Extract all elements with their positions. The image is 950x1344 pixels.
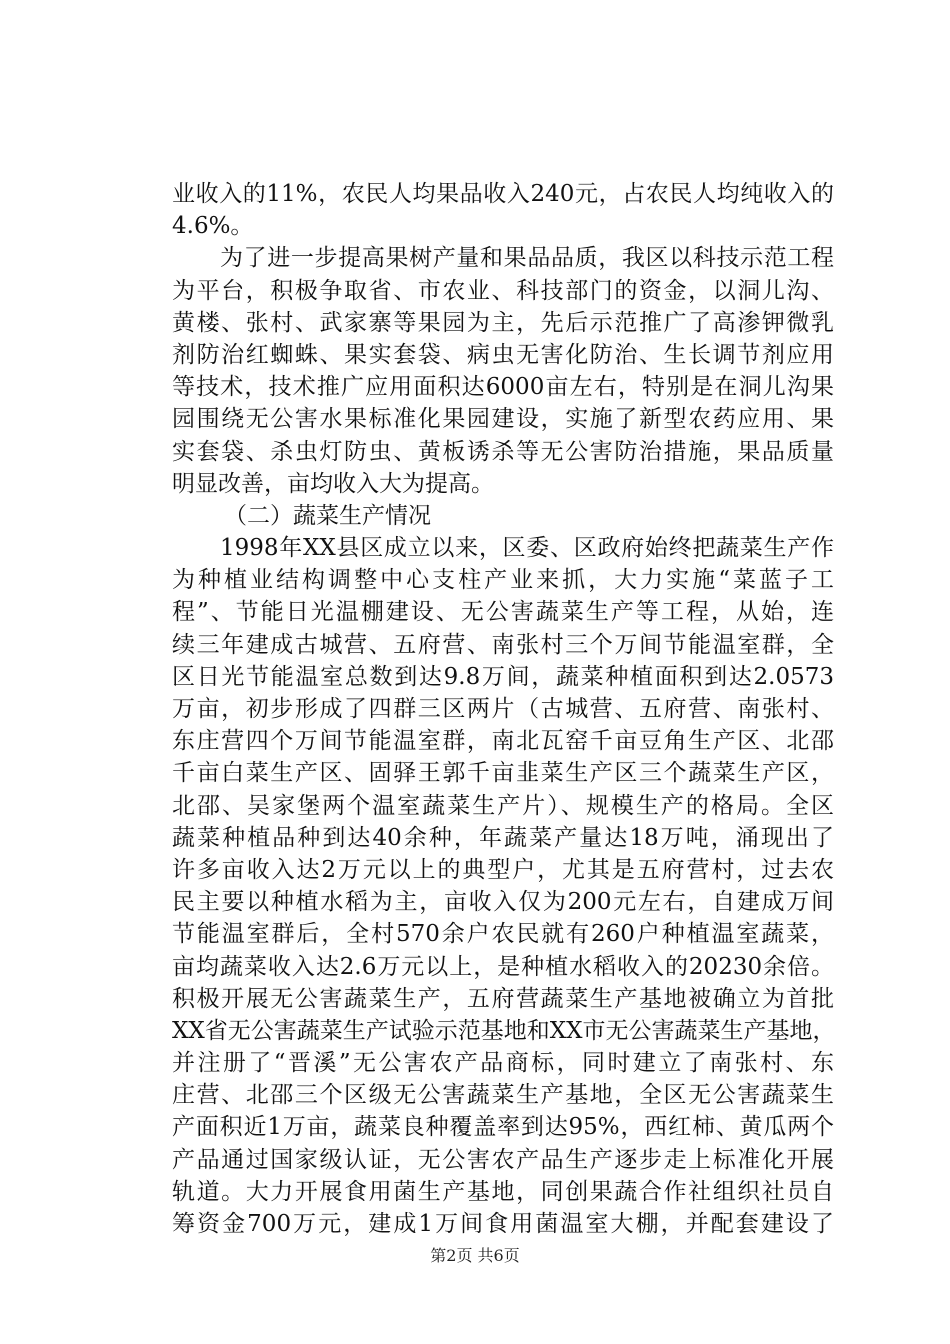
text-line: 庄营、北邵三个区级无公害蔬菜生产基地，全区无公害蔬菜生 xyxy=(172,1082,834,1109)
text-line: 民主要以种植水稻为主，亩收入仅为200元左右，自建成万间 xyxy=(172,889,834,916)
text-line: 并注册了“晋溪”无公害农产品商标，同时建立了南张村、东 xyxy=(172,1050,834,1077)
document-body xyxy=(172,178,834,1240)
text-line: 剂防治红蜘蛛、果实套袋、病虫无害化防治、生长调节剂应用 xyxy=(172,341,834,368)
text-line: 产面积近1万亩，蔬菜良种覆盖率到达95%，西红柿、黄瓜两个 xyxy=(172,1114,834,1141)
page-footer: 第2页 共6页 xyxy=(430,1246,520,1265)
text-line: 园围绕无公害水果标准化果园建设，实施了新型农药应用、果 xyxy=(172,406,834,433)
text-line: XX省无公害蔬菜生产试验示范基地和XX市无公害蔬菜生产基地， xyxy=(172,1017,836,1044)
text-line: 黄楼、张村、武家寨等果园为主，先后示范推广了高渗钾微乳 xyxy=(172,309,834,336)
text-line: 许多亩收入达2万元以上的典型户，尤其是五府营村，过去农 xyxy=(172,856,834,883)
text-line: 北邵、吴家堡两个温室蔬菜生产片）、规模生产的格局。全区 xyxy=(172,792,834,819)
text-line: 业收入的11%，农民人均果品收入240元，占农民人均纯收入的 xyxy=(172,181,834,207)
text-line: 程”、节能日光温棚建设、无公害蔬菜生产等工程，从始，连 xyxy=(172,599,834,626)
text-line: 轨道。大力开展食用菌生产基地，同创果蔬合作社组织社员自 xyxy=(172,1178,834,1205)
text-line: 千亩白菜生产区、固驿王郭千亩韭菜生产区三个蔬菜生产区， xyxy=(172,760,834,787)
text-line: 为平台，积极争取省、市农业、科技部门的资金，以洞儿沟、 xyxy=(172,277,834,304)
text-line: 万亩，初步形成了四群三区两片（古城营、五府营、南张村、 xyxy=(172,696,834,722)
text-line: 东庄营四个万间节能温室群，南北瓦窑千亩豆角生产区、北邵 xyxy=(172,728,834,755)
text-line: 实套袋、杀虫灯防虫、黄板诱杀等无公害防治措施，果品质量 xyxy=(172,438,834,465)
text-line: 产品通过国家级认证，无公害农产品生产逐步走上标准化开展 xyxy=(172,1146,834,1173)
text-line: 区日光节能温室总数到达9.8万间，蔬菜种植面积到达2.0573 xyxy=(172,663,834,690)
section-heading: （二）蔬菜生产情况 xyxy=(224,502,431,529)
text-line: 等技术，技术推广应用面积达6000亩左右，特别是在洞儿沟果 xyxy=(172,374,834,401)
text-line: 1998年XX县区成立以来，区委、区政府始终把蔬菜生产作 xyxy=(220,535,834,562)
text-line: 筹资金700万元，建成1万间食用菌温室大棚，并配套建设了 xyxy=(172,1211,834,1237)
text-line: 4.6%。 xyxy=(172,213,254,240)
text-line: 续三年建成古城营、五府营、南张村三个万间节能温室群，全 xyxy=(172,631,834,658)
text-line: 蔬菜种植品种到达40余种，年蔬菜产量达18万吨，涌现出了 xyxy=(172,824,834,851)
text-line: 为了进一步提高果树产量和果品品质，我区以科技示范工程 xyxy=(220,245,834,272)
text-line: 亩均蔬菜收入达2.6万元以上，是种植水稻收入的20230余倍。 xyxy=(172,953,834,980)
text-line: 积极开展无公害蔬菜生产，五府营蔬菜生产基地被确立为首批 xyxy=(172,985,834,1012)
text-line: 为种植业结构调整中心支柱产业来抓，大力实施“菜蓝子工 xyxy=(172,567,834,594)
text-line: 明显改善，亩均收入大为提高。 xyxy=(172,470,494,497)
text-line: 节能温室群后，全村570余户农民就有260户种植温室蔬菜， xyxy=(172,921,834,948)
